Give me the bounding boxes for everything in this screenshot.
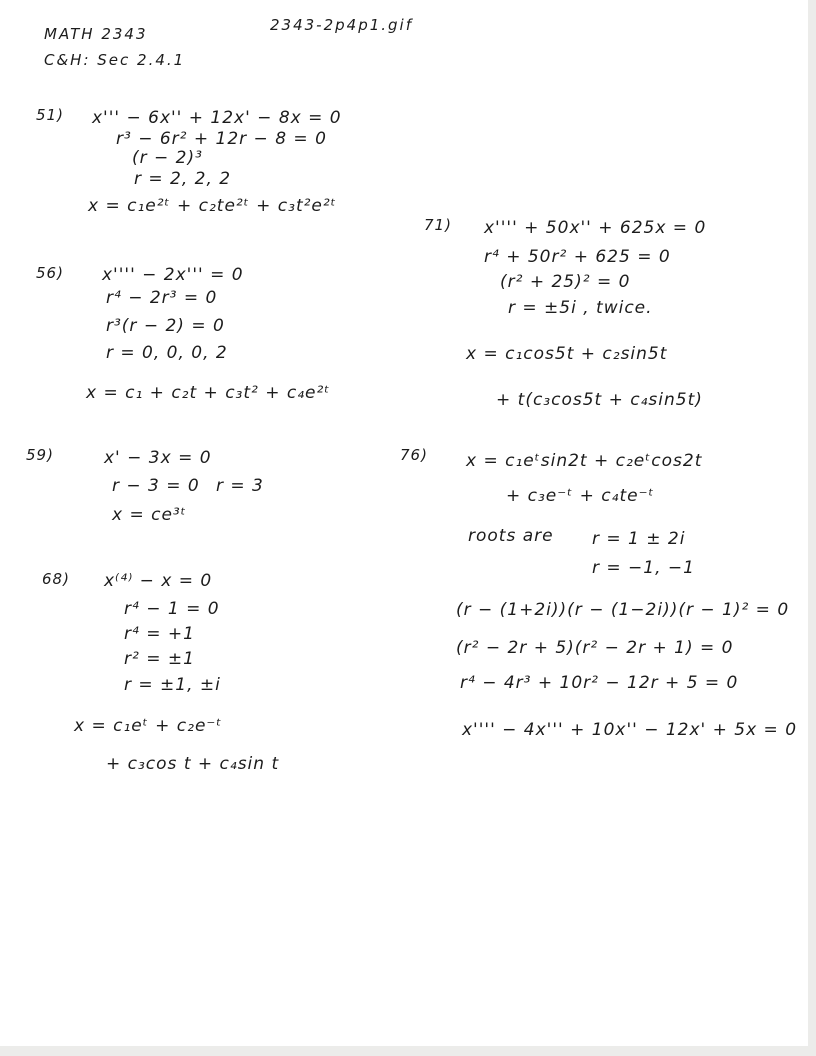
- equation-line: (r² − 2r + 5)(r² − 2r + 1) = 0: [456, 638, 734, 658]
- equation-line: r = 1 ± 2i: [592, 529, 686, 549]
- equation-line: r = ±1, ±i: [124, 675, 221, 695]
- page-edge-bottom: [0, 1046, 816, 1056]
- section-reference: C&H: Sec 2.4.1: [44, 51, 186, 69]
- equation-line: x⁽⁴⁾ − x = 0: [104, 571, 213, 591]
- equation-line: r² = ±1: [124, 649, 195, 669]
- equation-line: r⁴ + 50r² + 625 = 0: [484, 247, 671, 267]
- equation-line: (r − 2)³: [132, 148, 203, 168]
- solution-line: x = c₁eᵗ + c₂e⁻ᵗ: [74, 716, 223, 736]
- problem-label: 56): [36, 264, 64, 282]
- solution-line: x = ce³ᵗ: [112, 505, 187, 525]
- solution-line: + c₃cos t + c₄sin t: [106, 754, 280, 774]
- problem-label: 59): [26, 446, 54, 464]
- equation-line: (r − (1+2i))(r − (1−2i))(r − 1)² = 0: [456, 600, 790, 620]
- solution-line: x = c₁ + c₂t + c₃t² + c₄e²ᵗ: [86, 383, 331, 403]
- solution-line: x = c₁cos5t + c₂sin5t: [466, 344, 668, 364]
- equation-line: roots are: [468, 526, 554, 546]
- equation-line: r⁴ = +1: [124, 624, 195, 644]
- equation-line: r⁴ − 2r³ = 0: [106, 288, 218, 308]
- equation-line: r = ±5i , twice.: [508, 298, 653, 318]
- solution-line: x = c₁e²ᵗ + c₂te²ᵗ + c₃t²e²ᵗ: [88, 196, 337, 216]
- equation-line: r − 3 = 0: [112, 476, 200, 496]
- equation-line: r = 0, 0, 0, 2: [106, 343, 228, 363]
- equation-line: r³(r − 2) = 0: [106, 316, 225, 336]
- equation-line: r = 3: [216, 476, 264, 496]
- equation-line: r = 2, 2, 2: [134, 169, 232, 189]
- equation-line: r = −1, −1: [592, 558, 695, 578]
- course-title: MATH 2343: [44, 25, 148, 43]
- equation-line: x'''' − 4x''' + 10x'' − 12x' + 5x = 0: [462, 720, 798, 740]
- equation-line: r⁴ − 4r³ + 10r² − 12r + 5 = 0: [460, 673, 739, 693]
- equation-line: r⁴ − 1 = 0: [124, 599, 220, 619]
- equation-line: x' − 3x = 0: [104, 448, 212, 468]
- equation-line: (r² + 25)² = 0: [500, 272, 631, 292]
- equation-line: x''' − 6x'' + 12x' − 8x = 0: [92, 108, 342, 128]
- problem-label: 51): [36, 106, 64, 124]
- problem-label: 68): [42, 570, 70, 588]
- equation-line: r³ − 6r² + 12r − 8 = 0: [116, 129, 327, 149]
- file-name: 2343-2p4p1.gif: [270, 16, 413, 34]
- solution-line: x = c₁eᵗsin2t + c₂eᵗcos2t: [466, 451, 703, 471]
- equation-line: x'''' − 2x''' = 0: [102, 265, 244, 285]
- solution-line: + t(c₃cos5t + c₄sin5t): [496, 390, 703, 410]
- page-edge-right: [808, 0, 816, 1056]
- solution-line: + c₃e⁻ᵗ + c₄te⁻ᵗ: [506, 486, 655, 506]
- equation-line: x'''' + 50x'' + 625x = 0: [484, 218, 707, 238]
- problem-label: 76): [400, 446, 428, 464]
- problem-label: 71): [424, 216, 452, 234]
